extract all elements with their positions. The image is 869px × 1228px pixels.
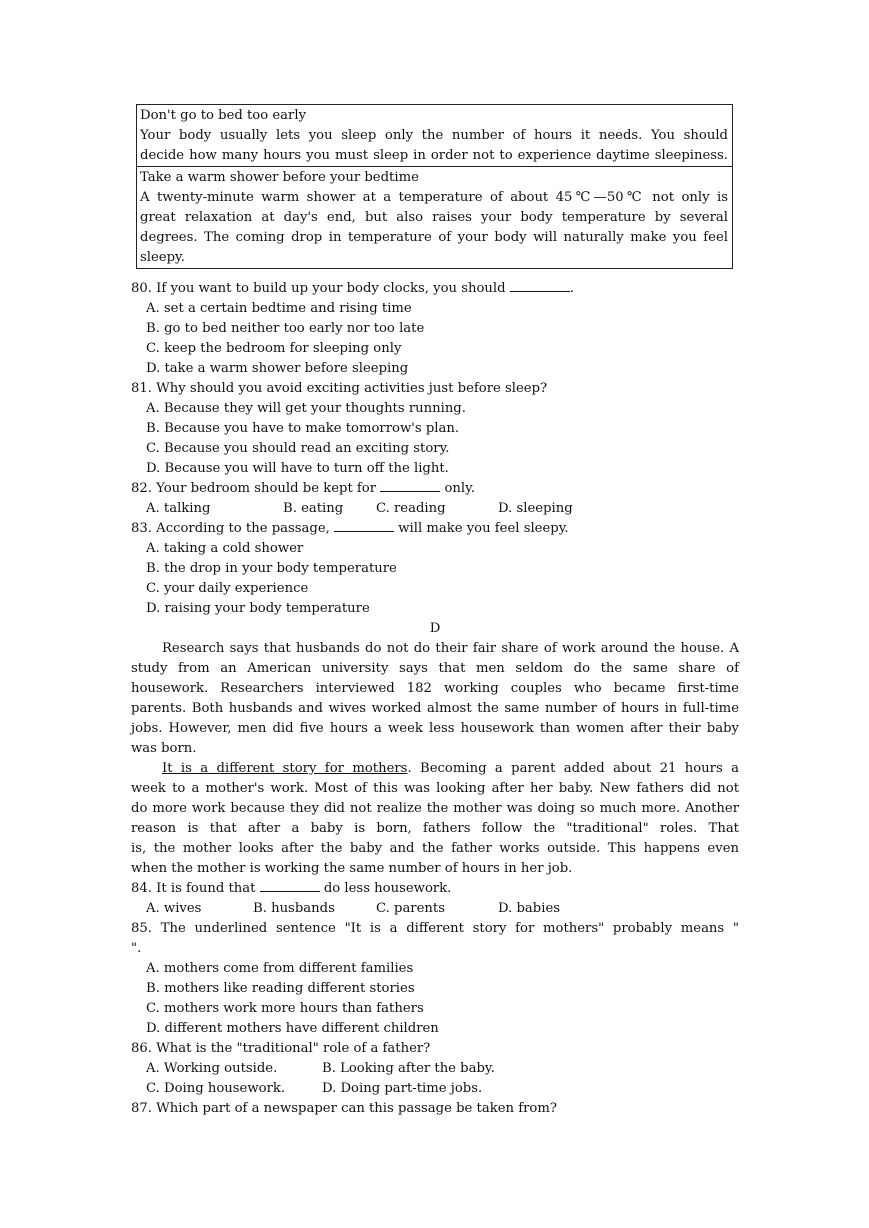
- exam-page: [131, 104, 739, 1119]
- option-d: D. babies: [498, 901, 561, 916]
- question-83: [131, 519, 739, 619]
- answer-blank: [334, 519, 394, 532]
- tip-text-line: decide how many hours you must sleep in order not to experience daytime sleepiness.: [140, 148, 728, 163]
- passage-line: jobs. However, men did five hours a week less housework than women after their baby: [131, 721, 739, 736]
- option-d: D. raising your body temperature: [146, 601, 370, 616]
- option-b: B. mothers like reading different stories: [146, 981, 415, 996]
- question-84: [131, 879, 739, 919]
- option-a: A. Because they will get your thoughts running.: [146, 401, 466, 416]
- answer-blank: [260, 879, 320, 892]
- tip-text-line: Your body usually lets you sleep only the number of hours it needs. You should: [140, 128, 728, 143]
- option-row: [131, 499, 739, 519]
- section-title: D: [429, 621, 441, 636]
- question-86: [131, 1039, 739, 1099]
- passage-line: week to a mother's work. Most of this was looking after her baby. New fathers did not: [131, 781, 739, 796]
- tip-bed-early: [137, 105, 732, 166]
- question-stem: 80. If you want to build up your body clocks, you should .: [131, 281, 574, 296]
- option-row: [131, 899, 739, 919]
- option-a: A. mothers come from different families: [146, 961, 414, 976]
- passage-line: housework. Researchers interviewed 182 working couples who became first-time: [131, 681, 739, 696]
- passage-line: is, the mother looks after the baby and the father works outside. This happens even: [131, 841, 739, 856]
- question-stem: 82. Your bedroom should be kept for only.: [131, 481, 475, 496]
- passage-line: when the mother is working the same number of hours in her job.: [131, 861, 573, 876]
- tip-text-line: A twenty-minute warm shower at a temperature of about 45℃—50℃ not only is: [140, 190, 728, 205]
- question-81: [131, 379, 739, 479]
- option-a: A. talking: [146, 501, 211, 516]
- tip-text-line: sleepy.: [140, 250, 185, 265]
- passage-line: It is a different story for mothers. Becoming a parent added about 21 hours a: [162, 761, 739, 776]
- option-c: C. keep the bedroom for sleeping only: [146, 341, 402, 356]
- answer-blank: [510, 279, 570, 292]
- tip-heading: Don't go to bed too early: [140, 108, 307, 123]
- tip-text-line: degrees. The coming drop in temperature of your body will naturally make you feel: [140, 230, 728, 245]
- option-d: D. Because you will have to turn off the light.: [146, 461, 449, 476]
- tips-box: [136, 104, 733, 269]
- question-stem: 83. According to the passage, will make you feel sleepy.: [131, 521, 569, 536]
- question-stem-cont: ".: [131, 941, 142, 956]
- question-85: [131, 919, 739, 1039]
- question-stem: 86. What is the "traditional" role of a father?: [131, 1041, 431, 1056]
- question-stem: 85. The underlined sentence "It is a different story for mothers" probably means ": [131, 921, 739, 936]
- question-stem: 84. It is found that do less housework.: [131, 881, 452, 896]
- option-c: C. Because you should read an exciting story.: [146, 441, 450, 456]
- passage-paragraph-2: [131, 759, 739, 879]
- question-87: [131, 1099, 739, 1119]
- passage-line: reason is that after a baby is born, fathers follow the "traditional" roles. That: [131, 821, 739, 836]
- passage-line: was born.: [131, 741, 197, 756]
- option-d: D. Doing part-time jobs.: [322, 1081, 483, 1096]
- option-b: B. Because you have to make tomorrow's plan.: [146, 421, 460, 436]
- passage-line: parents. Both husbands and wives worked almost the same number of hours in full-time: [131, 701, 739, 716]
- question-stem: 81. Why should you avoid exciting activities just before sleep?: [131, 381, 548, 396]
- question-stem: 87. Which part of a newspaper can this passage be taken from?: [131, 1101, 557, 1116]
- option-b: B. the drop in your body temperature: [146, 561, 397, 576]
- tip-heading: Take a warm shower before your bedtime: [140, 170, 419, 185]
- passage-paragraph-1: [131, 639, 739, 759]
- option-d: D. sleeping: [498, 501, 573, 516]
- option-c: C. reading: [376, 501, 446, 516]
- option-b: B. husbands: [253, 901, 335, 916]
- option-b: B. go to bed neither too early nor too late: [146, 321, 425, 336]
- option-b: B. eating: [283, 501, 344, 516]
- option-a: A. taking a cold shower: [146, 541, 304, 556]
- underlined-sentence: It is a different story for mothers: [162, 761, 408, 776]
- option-a: A. Working outside.: [146, 1061, 278, 1076]
- tip-text-line: great relaxation at day's end, but also raises your body temperature by several: [140, 210, 728, 225]
- option-row: [131, 1079, 739, 1099]
- question-82: [131, 479, 739, 519]
- option-d: D. different mothers have different children: [146, 1021, 439, 1036]
- option-a: A. set a certain bedtime and rising time: [146, 301, 412, 316]
- tip-warm-shower: [137, 166, 732, 268]
- passage-line: Research says that husbands do not do their fair share of work around the house. A: [162, 641, 739, 656]
- option-d: D. take a warm shower before sleeping: [146, 361, 409, 376]
- option-c: C. mothers work more hours than fathers: [146, 1001, 424, 1016]
- option-b: B. Looking after the baby.: [322, 1061, 495, 1076]
- answer-blank: [380, 479, 440, 492]
- question-80: [131, 279, 739, 379]
- option-a: A. wives: [146, 901, 202, 916]
- option-c: C. parents: [376, 901, 445, 916]
- passage-line: study from an American university says that men seldom do the same share of: [131, 661, 739, 676]
- option-c: C. your daily experience: [146, 581, 309, 596]
- passage-line: do more work because they did not realize the mother was doing so much more. Another: [131, 801, 739, 816]
- option-row: [131, 1059, 739, 1079]
- option-c: C. Doing housework.: [146, 1081, 286, 1096]
